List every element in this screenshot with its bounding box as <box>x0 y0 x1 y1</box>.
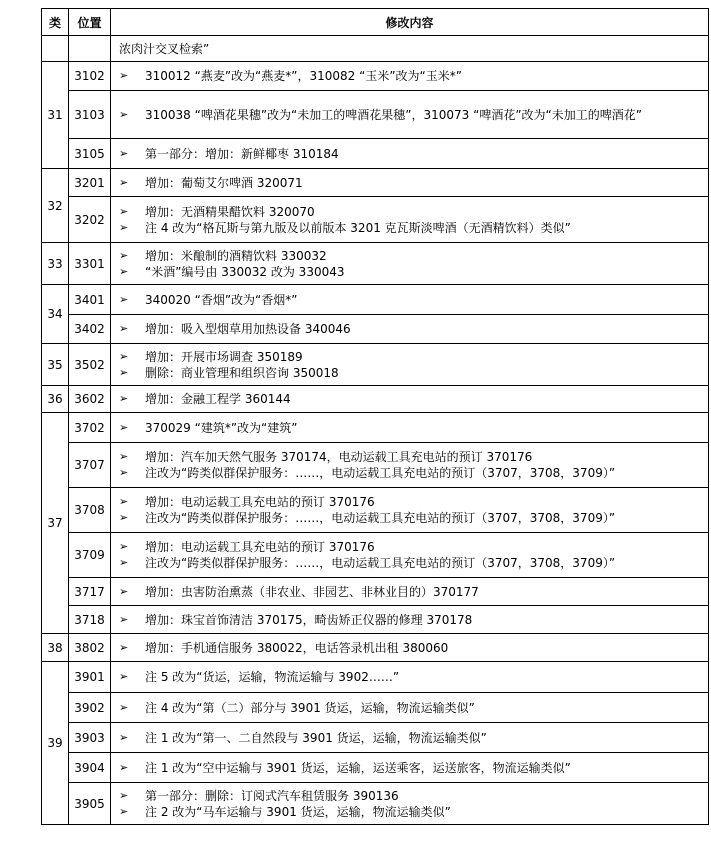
content-line: ➢ 增加：手机通信服务 380022，电话答录机出租 380060 <box>119 640 700 656</box>
class-cell: 36 <box>42 386 69 413</box>
arrow-bullet-icon <box>119 539 145 555</box>
arrow-bullet-icon <box>119 449 145 465</box>
arrow-bullet-icon <box>119 292 145 308</box>
arrow-bullet-icon <box>119 465 145 481</box>
content-line: ➢ 注改为“跨类似群保护服务：……，电动运载工具充电站的预订（3707，3708，3709）” <box>119 510 700 526</box>
position-cell: 3802 <box>69 634 111 662</box>
content-cell <box>111 693 709 723</box>
table-row <box>42 753 709 783</box>
position-cell: 3708 <box>69 488 111 533</box>
header-class: 类 <box>42 9 69 36</box>
content-cell <box>111 606 709 634</box>
content-line: ➢ 340020 “香烟”改为“香烟*” <box>119 292 700 308</box>
content-line: ➢ 增加：电动运载工具充电站的预订 370176 <box>119 494 700 510</box>
content-cell <box>111 386 709 413</box>
header-row <box>42 9 709 36</box>
continuation-row <box>42 36 709 62</box>
content-cell <box>111 243 709 285</box>
table-row <box>42 634 709 662</box>
position-cell: 3717 <box>69 578 111 606</box>
position-cell: 3904 <box>69 753 111 783</box>
arrow-bullet-icon <box>119 175 145 191</box>
content-cell <box>111 443 709 488</box>
position-cell: 3102 <box>69 62 111 91</box>
arrow-bullet-icon <box>119 321 145 337</box>
table-row <box>42 315 709 344</box>
arrow-bullet-icon <box>119 420 145 436</box>
content-cell <box>111 783 709 825</box>
arrow-bullet-icon <box>119 510 145 526</box>
table-row <box>42 443 709 488</box>
position-cell: 3905 <box>69 783 111 825</box>
table-row <box>42 693 709 723</box>
table-row <box>42 723 709 753</box>
arrow-bullet-icon <box>119 612 145 628</box>
arrow-bullet-icon <box>119 730 145 746</box>
arrow-bullet-icon <box>119 349 145 365</box>
content-cell <box>111 197 709 243</box>
content-line: ➢ 删除：商业管理和组织咨询 350018 <box>119 365 700 381</box>
table-row <box>42 344 709 386</box>
arrow-bullet-icon <box>119 68 145 84</box>
table-row <box>42 488 709 533</box>
content-line: ➢ 310038 “啤酒花果穗”改为“未加工的啤酒花果穗”，310073 “啤酒花”改为“未加工的啤酒花” <box>119 107 700 123</box>
table-row <box>42 606 709 634</box>
arrow-bullet-icon <box>119 204 145 220</box>
header-position: 位置 <box>69 9 111 36</box>
class-cell: 35 <box>42 344 69 386</box>
position-cell: 3702 <box>69 413 111 443</box>
position-cell <box>69 36 111 62</box>
content-line: ➢ 增加：电动运载工具充电站的预订 370176 <box>119 539 700 555</box>
arrow-bullet-icon <box>119 788 145 804</box>
content-line: ➢ 增加：金融工程学 360144 <box>119 391 700 407</box>
table-row <box>42 91 709 139</box>
content-line: ➢ 注 4 改为“格瓦斯与第九版及以前版本 3201 克瓦斯淡啤酒（无酒精饮料）类似” <box>119 220 700 236</box>
content-cell <box>111 62 709 91</box>
content-cell <box>111 36 709 62</box>
content-line: ➢ 注 1 改为“空中运输与 3901 货运，运输，运送乘客，运送旅客，物流运输类似” <box>119 760 700 776</box>
amendment-table <box>41 8 709 825</box>
arrow-bullet-icon <box>119 640 145 656</box>
table-row <box>42 169 709 197</box>
content-cell <box>111 634 709 662</box>
content-line: ➢ 增加：葡萄艾尔啤酒 320071 <box>119 175 700 191</box>
table-row <box>42 413 709 443</box>
content-cell <box>111 578 709 606</box>
arrow-bullet-icon <box>119 264 145 280</box>
content-line: ➢ 增加：珠宝首饰清洁 370175，畸齿矫正仪器的修理 370178 <box>119 612 700 628</box>
content-cell <box>111 139 709 169</box>
arrow-bullet-icon <box>119 584 145 600</box>
table-row <box>42 139 709 169</box>
content-line: 浓肉汁交叉检索” <box>119 41 210 56</box>
content-line: ➢ 第一部分：删除：订阅式汽车租赁服务 390136 <box>119 788 700 804</box>
position-cell: 3903 <box>69 723 111 753</box>
content-line: ➢ 增加：开展市场调查 350189 <box>119 349 700 365</box>
content-line: ➢ 注 5 改为“货运，运输，物流运输与 3902……” <box>119 669 700 685</box>
content-cell <box>111 662 709 693</box>
arrow-bullet-icon <box>119 669 145 685</box>
table-row <box>42 386 709 413</box>
arrow-bullet-icon <box>119 107 145 123</box>
content-line: ➢ 注改为“跨类似群保护服务：……，电动运载工具充电站的预订（3707，3708，3709）” <box>119 555 700 571</box>
class-cell <box>42 36 69 62</box>
position-cell: 3709 <box>69 533 111 578</box>
position-cell: 3902 <box>69 693 111 723</box>
position-cell: 3901 <box>69 662 111 693</box>
position-cell: 3718 <box>69 606 111 634</box>
content-cell <box>111 723 709 753</box>
table-row <box>42 662 709 693</box>
position-cell: 3301 <box>69 243 111 285</box>
content-cell <box>111 91 709 139</box>
position-cell: 3103 <box>69 91 111 139</box>
arrow-bullet-icon <box>119 494 145 510</box>
position-cell: 3402 <box>69 315 111 344</box>
position-cell: 3502 <box>69 344 111 386</box>
arrow-bullet-icon <box>119 365 145 381</box>
arrow-bullet-icon <box>119 391 145 407</box>
content-cell <box>111 533 709 578</box>
class-cell: 31 <box>42 62 69 169</box>
content-line: ➢ 370029 “建筑*”改为“建筑” <box>119 420 700 436</box>
table-row <box>42 197 709 243</box>
arrow-bullet-icon <box>119 804 145 820</box>
table-row <box>42 62 709 91</box>
content-line: ➢ 注 4 改为“第（二）部分与 3901 货运，运输，物流运输类似” <box>119 700 700 716</box>
arrow-bullet-icon <box>119 146 145 162</box>
class-cell: 39 <box>42 662 69 825</box>
table-row <box>42 243 709 285</box>
content-line: ➢ 增加：米酿制的酒精饮料 330032 <box>119 248 700 264</box>
table-row <box>42 578 709 606</box>
content-line: ➢ 注 1 改为“第一、二自然段与 3901 货运，运输，物流运输类似” <box>119 730 700 746</box>
position-cell: 3401 <box>69 285 111 315</box>
content-line: ➢ 注 2 改为“马车运输与 3901 货运，运输，物流运输类似” <box>119 804 700 820</box>
table-row <box>42 783 709 825</box>
content-line: ➢ 增加：无酒精果醋饮料 320070 <box>119 204 700 220</box>
class-cell: 34 <box>42 285 69 344</box>
content-line: ➢ 增加：吸入型烟草用加热设备 340046 <box>119 321 700 337</box>
arrow-bullet-icon <box>119 760 145 776</box>
position-cell: 3105 <box>69 139 111 169</box>
class-cell: 38 <box>42 634 69 662</box>
content-line: ➢ 第一部分：增加：新鲜椰枣 310184 <box>119 146 700 162</box>
arrow-bullet-icon <box>119 555 145 571</box>
class-cell: 32 <box>42 169 69 243</box>
content-cell <box>111 169 709 197</box>
table-row <box>42 533 709 578</box>
position-cell: 3602 <box>69 386 111 413</box>
content-line: ➢ 增加：汽车加天然气服务 370174，电动运载工具充电站的预订 370176 <box>119 449 700 465</box>
content-cell <box>111 753 709 783</box>
arrow-bullet-icon <box>119 700 145 716</box>
content-line: ➢ 增加：虫害防治熏蒸（非农业、非园艺、非林业目的）370177 <box>119 584 700 600</box>
position-cell: 3707 <box>69 443 111 488</box>
content-line: ➢ 注改为“跨类似群保护服务：……，电动运载工具充电站的预订（3707，3708，3709）” <box>119 465 700 481</box>
arrow-bullet-icon <box>119 220 145 236</box>
content-cell <box>111 488 709 533</box>
content-cell <box>111 285 709 315</box>
content-cell <box>111 315 709 344</box>
arrow-bullet-icon <box>119 248 145 264</box>
content-cell <box>111 344 709 386</box>
content-line: ➢ “米酒”编号由 330032 改为 330043 <box>119 264 700 280</box>
content-cell <box>111 413 709 443</box>
table-row <box>42 285 709 315</box>
class-cell: 37 <box>42 413 69 634</box>
content-line: ➢ 310012 “燕麦”改为“燕麦*”，310082 “玉米”改为“玉米*” <box>119 68 700 84</box>
header-content: 修改内容 <box>111 9 709 36</box>
position-cell: 3201 <box>69 169 111 197</box>
position-cell: 3202 <box>69 197 111 243</box>
class-cell: 33 <box>42 243 69 285</box>
